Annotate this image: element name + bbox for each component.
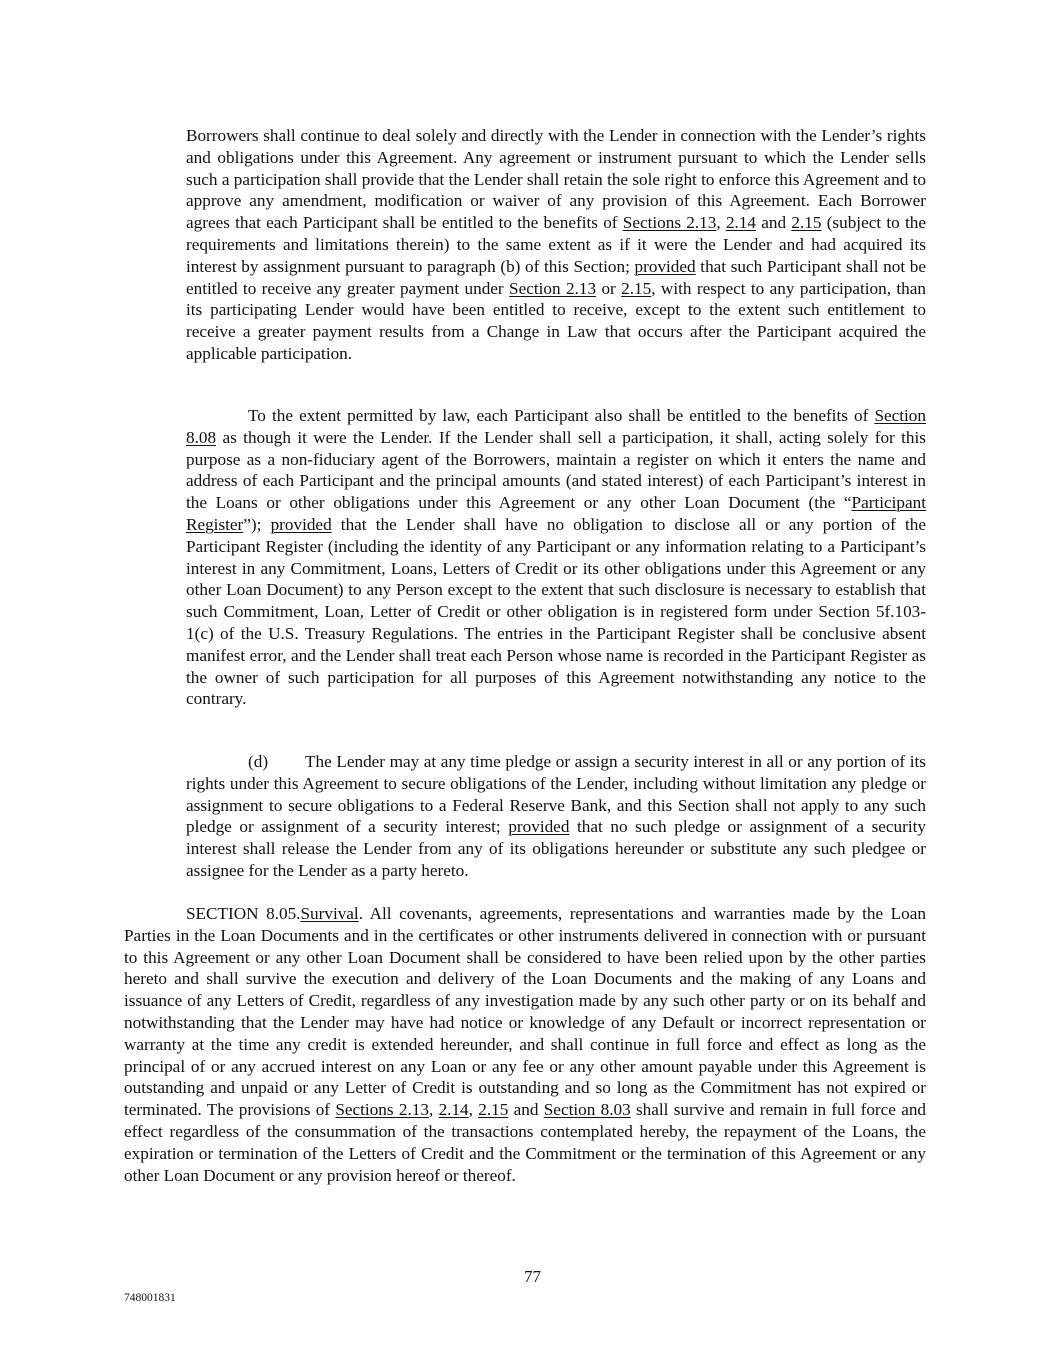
paragraph-text <box>186 405 926 710</box>
body-text: that the Lender shall have no obligation to disclose all or any portion of the Participant Register (including the identity of any Participant or any information relating to a Participant’s interest in any Commitment, Loans, Letters of Credit or its other obligations under this Agreement or any other Loan Document) to any Person except to the extent that such disclosure is necessary to establish that such Commitment, Loan, Letter of Credit or other obligation is in registered form under Section 5f.103-1(c) of the U.S. Treasury Regulations. The entries in the Participant Register shall be conclusive absent manifest error, and the Lender shall treat each Person whose name is recorded in the Participant Register as the owner of such participation for all purposes of this Agreement notwithstanding any notice to the contrary. <box>186 514 926 709</box>
document-id: 748001831 <box>124 1292 176 1304</box>
paragraph-d-security-interest <box>186 751 926 882</box>
cross-reference: provided <box>270 514 332 534</box>
cross-reference: Section 8.03 <box>543 1100 631 1120</box>
section-title-survival: Survival <box>300 904 359 923</box>
paragraph-participant-register <box>186 405 926 710</box>
body-text: Borrowers shall continue to deal solely and directly with the Lender in connection with the Lender’s rights and obligations under this Agreement. Any agreement or instrument pursuant to which the Lender sells such a participation shall provide that the Lender shall retain the sole right to enforce this Agreement and to approve any amendment, modification or waiver of any provision of this Agreement. Each Borrower agrees that each Participant shall be entitled to the benefits of <box>186 126 926 233</box>
body-text: To the extent permitted by law, each Participant also shall be entitled to the benefits of <box>248 406 875 425</box>
cross-reference: Participant Register <box>186 493 926 534</box>
cross-reference: Section 2.13 <box>509 278 597 298</box>
cross-reference: 2.15 <box>621 278 652 298</box>
body-text: or <box>596 278 622 298</box>
body-text: , <box>428 1100 439 1120</box>
cross-reference: Sections 2.13 <box>335 1100 429 1120</box>
paragraph-text <box>186 125 926 365</box>
page-number: 77 <box>524 1267 541 1286</box>
body-text: , <box>716 213 726 233</box>
cross-reference: Section 8.08 <box>186 406 926 447</box>
body-text: and <box>508 1100 544 1120</box>
body-text: and <box>756 213 792 233</box>
body-text: , <box>468 1100 479 1120</box>
section-8-05-survival <box>124 903 926 1186</box>
paragraph-text <box>186 751 926 882</box>
body-text: , with respect to any participation, than its participating Lender would have been entitled to receive, except to the extent such entitlement to receive a greater payment results from a Change in Law that occurs after the Participant acquired the applicable participation. <box>186 278 926 363</box>
cross-reference: 2.15 <box>791 213 822 233</box>
cross-reference: 2.15 <box>478 1100 509 1120</box>
body-text: that such Participant shall not be entitled to receive any greater payment under <box>186 256 926 298</box>
paragraph-participation-rights <box>186 125 926 365</box>
section-heading: SECTION 8.05. <box>186 904 301 923</box>
body-text: ”); <box>243 514 271 534</box>
body-text: shall survive and remain in full force and effect regardless of the consummation of the transactions contemplated hereby, the repayment of the Loans, the expiration or termination of the Letters of Credit and the Commitment or the termination of this Agreement or any other Loan Document or any provision hereof or thereof. <box>124 1100 927 1185</box>
cross-reference: 2.14 <box>725 213 757 233</box>
cross-reference: 2.14 <box>438 1100 469 1120</box>
body-text: (subject to the requirements and limitations therein) to the same extent as if it were the Lender and had acquired its interest by assignment pursuant to paragraph (b) of this Section; <box>186 213 926 276</box>
body-text: The Lender may at any time pledge or assign a security interest in all or any portion of its rights under this Agreement to secure obligations of the Lender, including without limitation any pledge or assignment to secure obligations to a Federal Reserve Bank, and this Section shall not apply to any such pledge or assignment of a security interest; <box>186 752 926 837</box>
body-text: . All covenants, agreements, representations and warranties made by the Loan Parties in the Loan Documents and in the certificates or other instruments delivered in connection with or pursuant to this Agreement or any other Loan Document shall be considered to have been relied upon by the other parties hereto and shall survive the execution and delivery of the Loan Documents and the making of any Loans and issuance of any Letters of Credit, regardless of any investigation made by any such other party or on its behalf and notwithstanding that the Lender may have had notice or knowledge of any Default or incorrect representation or warranty at the time any credit is extended hereunder, and shall continue in full force and effect as long as the principal of or any accrued interest on any Loan or any fee or any other amount payable under this Agreement is outstanding and unpaid or any Letter of Credit is outstanding and so long as the Commitment has not expired or terminated. The provisions of <box>124 904 926 1120</box>
body-text: as though it were the Lender. If the Lender shall sell a participation, it shall, acting solely for this purpose as a non-fiduciary agent of the Borrowers, maintain a register on which it enters the name and address of each Participant and the principal amounts (and stated interest) of each Participant’s interest in the Loans or other obligations under this Agreement or any other Loan Document (the “ <box>186 427 926 513</box>
clause-label: (d) <box>248 752 269 771</box>
cross-reference: provided <box>634 256 696 276</box>
cross-reference: provided <box>508 817 570 837</box>
cross-reference: Sections 2.13 <box>622 213 717 233</box>
paragraph-text <box>124 903 926 1186</box>
body-text: that no such pledge or assignment of a security interest shall release the Lender from any of its obligations hereunder or substitute any such pledgee or assignee for the Lender as a party hereto. <box>186 817 926 880</box>
